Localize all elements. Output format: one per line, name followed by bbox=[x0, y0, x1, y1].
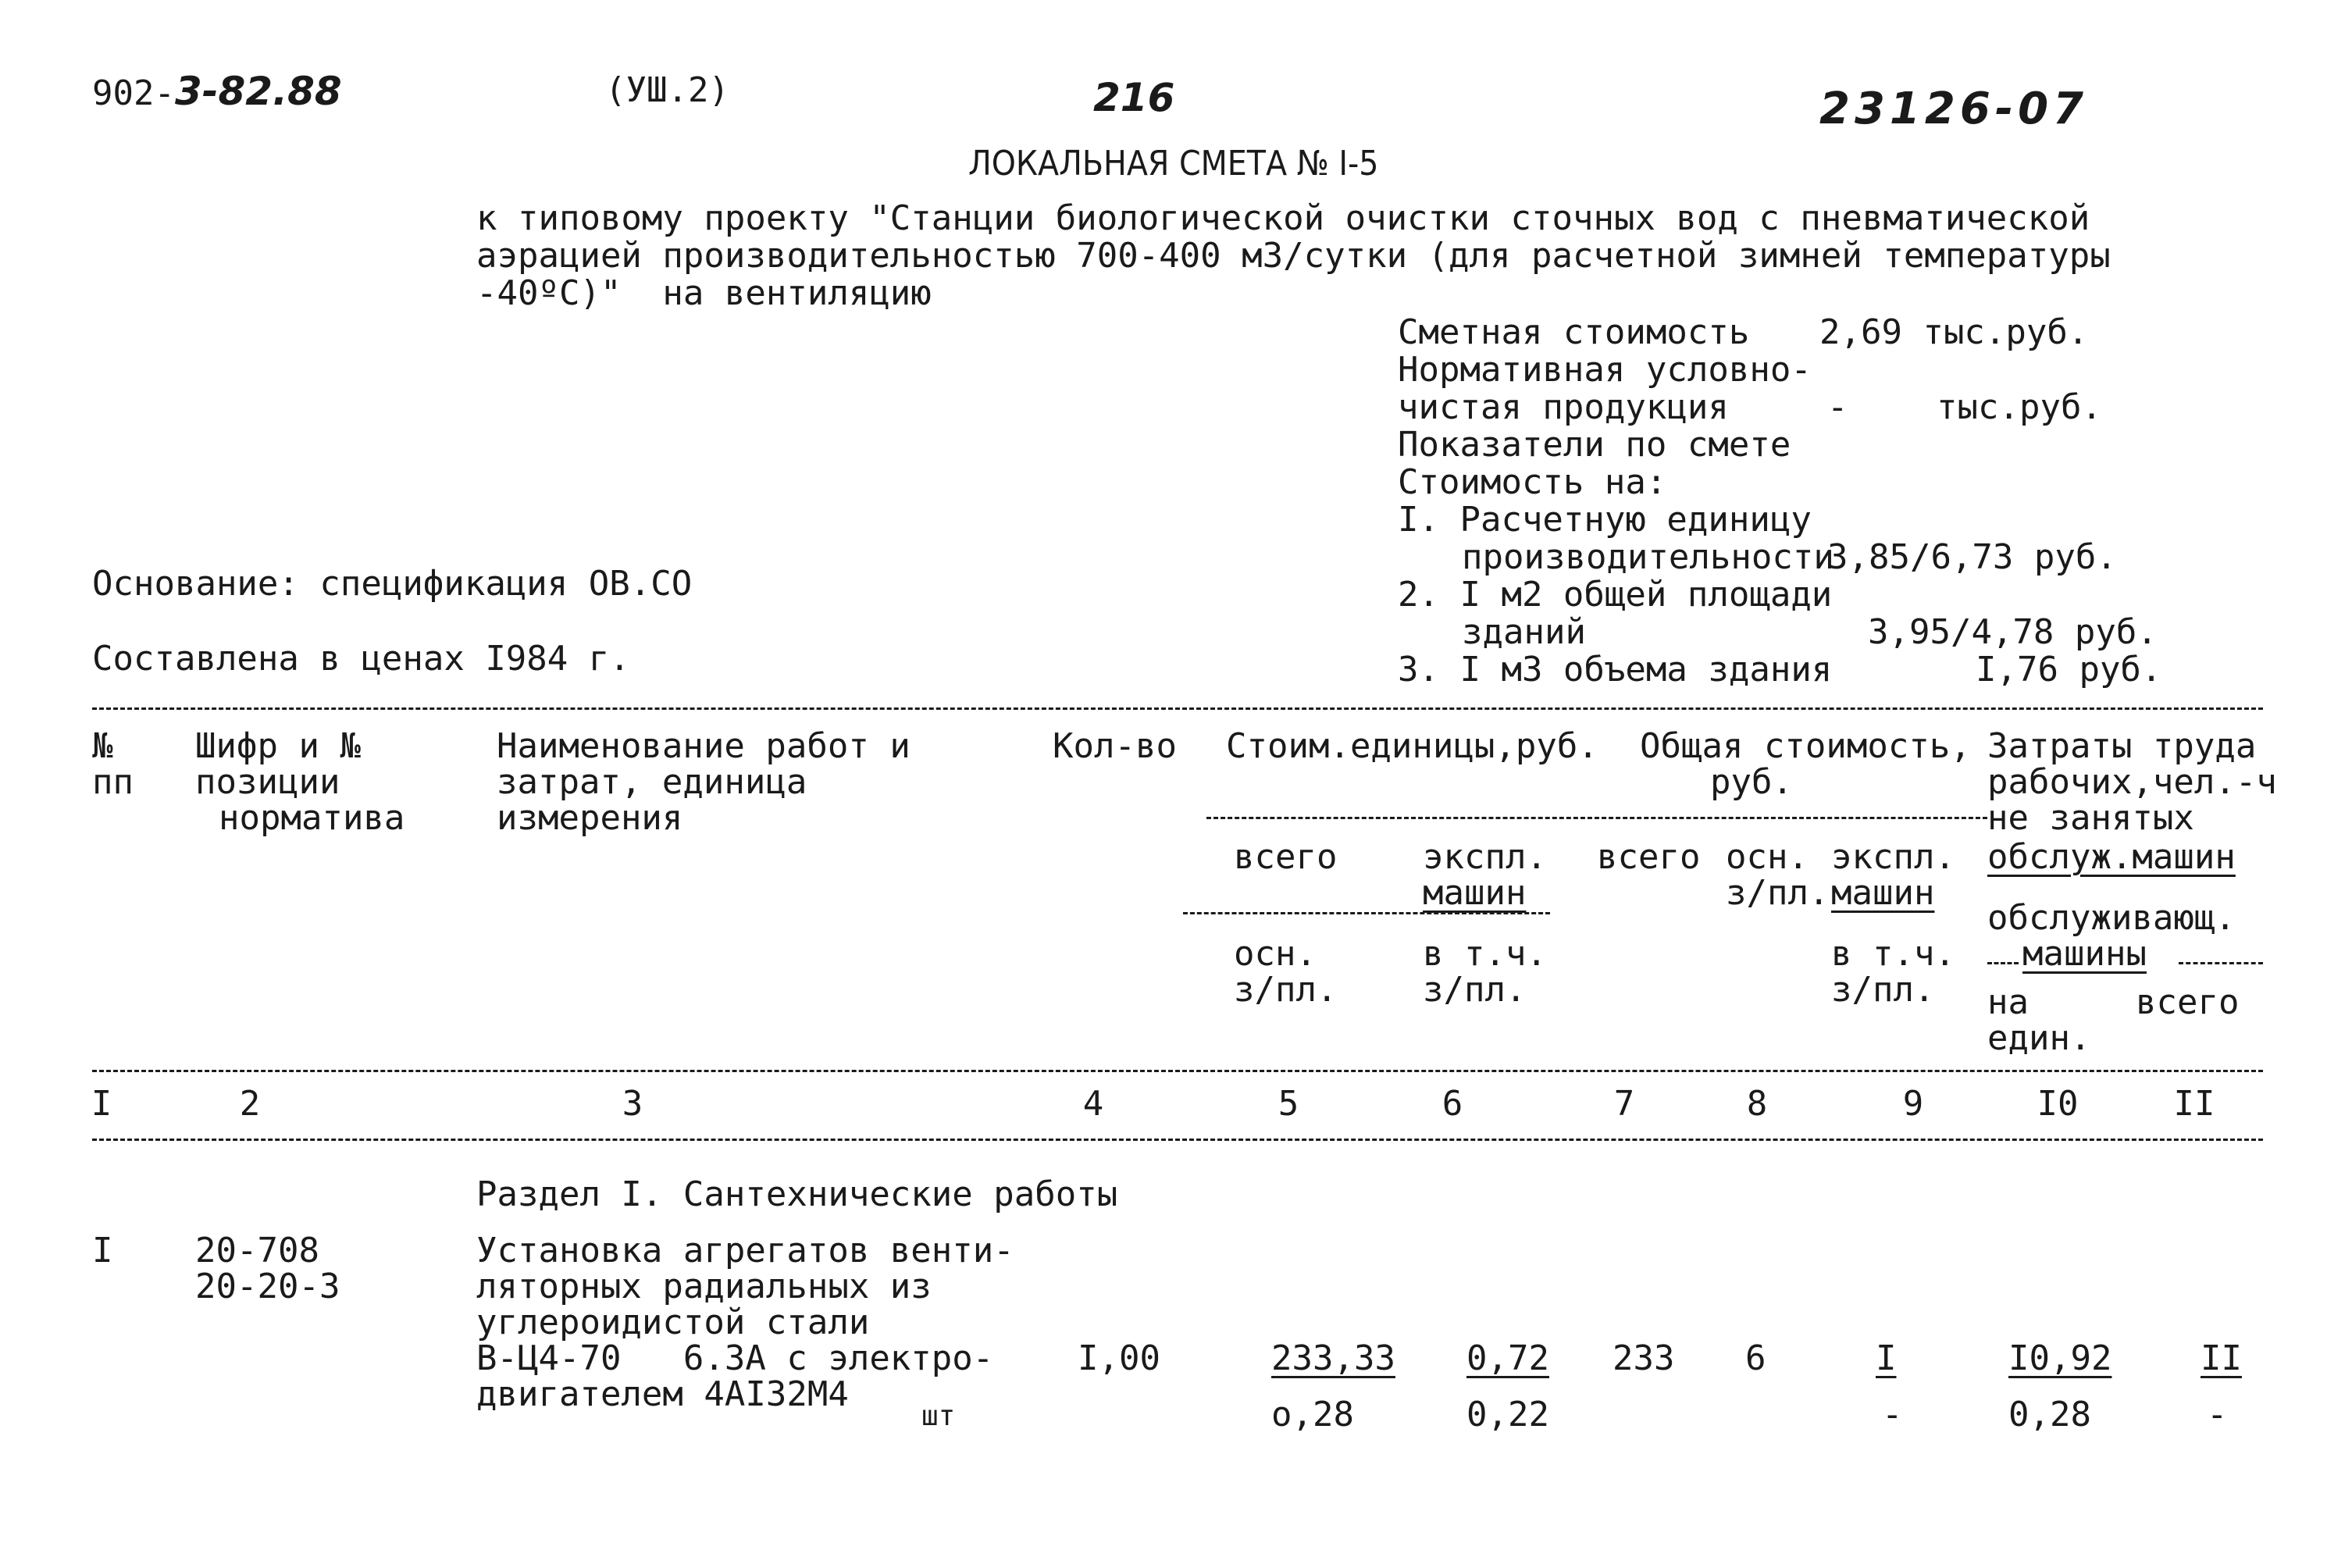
indicator-1-label-2: производительности bbox=[1462, 537, 1834, 577]
subtitle-line-3: -40ºС)" на вентиляцию bbox=[476, 273, 932, 313]
col-1-header-2: пп bbox=[92, 762, 134, 802]
col-9-header-top: экспл. bbox=[1831, 837, 1955, 877]
column-number: II bbox=[2173, 1084, 2215, 1124]
row-name-line: ляторных радиальных из bbox=[476, 1267, 932, 1306]
normative-unit: тыс.руб. bbox=[1937, 387, 2102, 427]
subtitle-line-2: аэрацией производительностью 700-400 м3/сутки (для расчетной зимней температуры bbox=[476, 236, 2111, 276]
row-name-line: В-Ц4-70 6.3А с электро- bbox=[476, 1338, 994, 1378]
col-6-header-bottom: в т.ч. bbox=[1423, 934, 1547, 974]
estimated-cost-value: 2,69 тыс.руб. bbox=[1819, 312, 2089, 352]
col-7-header: всего bbox=[1597, 837, 1701, 877]
labor-header: Затраты труда bbox=[1987, 726, 2257, 766]
col-10-11-header-mid: обслуживающ. bbox=[1987, 898, 2236, 938]
normative-label-1: Нормативная условно- bbox=[1398, 350, 1812, 390]
row-total-wage: 6 bbox=[1745, 1338, 1766, 1378]
labor-header-2: рабочих,чел.-ч bbox=[1987, 762, 2277, 802]
column-number: I0 bbox=[2037, 1084, 2079, 1124]
header-unit-cost-rule bbox=[1183, 912, 1550, 914]
doc-code: 902-3-82.88 bbox=[92, 69, 342, 114]
labor-header-3: не занятых bbox=[1987, 798, 2194, 838]
row-labor-total: II bbox=[2201, 1338, 2242, 1378]
col-9-header-bottom: в т.ч. bbox=[1831, 934, 1955, 974]
subtitle-line-1: к типовому проекту "Станции биологической очистки сточных вод с пневматической bbox=[476, 198, 2090, 238]
col-3-header: Наименование работ и bbox=[497, 726, 911, 766]
indicators-label: Показатели по смете bbox=[1398, 425, 1791, 465]
album-number: (УШ.2) bbox=[605, 70, 729, 110]
row-unit-cost-total: 233,33 bbox=[1271, 1338, 1395, 1378]
document-title: ЛОКАЛЬНАЯ СМЕТА № I-5 bbox=[968, 144, 1379, 184]
row-labor-total-service: - bbox=[2207, 1395, 2228, 1434]
row-quantity: I,00 bbox=[1078, 1338, 1160, 1378]
col-5-header-bottom-2: з/пл. bbox=[1234, 970, 1338, 1010]
row-unit-cost-wage: о,28 bbox=[1271, 1395, 1354, 1434]
row-machine-cost: 0,72 bbox=[1466, 1338, 1549, 1378]
col-5-header-top: всего bbox=[1234, 837, 1338, 877]
basis-text: Основание: спецификация ОВ.СО bbox=[92, 564, 693, 604]
col-3-header-3: измерения bbox=[497, 798, 683, 838]
row-labor-per-unit: I0,92 bbox=[2008, 1338, 2112, 1378]
normative-dash: - bbox=[1827, 387, 1848, 427]
unit-cost-header: Стоим.единицы,руб. bbox=[1226, 726, 1598, 766]
row-total-machine: I bbox=[1876, 1338, 1897, 1378]
row-code-2: 20-20-3 bbox=[195, 1267, 340, 1306]
header-bottom-rule bbox=[92, 1070, 2263, 1072]
indicator-1-label: I. Расчетную единицу bbox=[1398, 500, 1812, 540]
page-number: 216 bbox=[1093, 75, 1175, 120]
indicator-2-label-2: зданий bbox=[1462, 612, 1586, 652]
col-1-header: № bbox=[92, 726, 113, 766]
header-labor-rule-right bbox=[2179, 962, 2263, 964]
column-number: 4 bbox=[1082, 1084, 1104, 1124]
col-2-header: Шифр и № bbox=[195, 726, 361, 766]
column-number: 5 bbox=[1278, 1084, 1299, 1124]
col-11-header: всего bbox=[2136, 982, 2240, 1022]
archive-number: 23126-07 bbox=[1819, 84, 2088, 134]
row-name-line: Установка агрегатов венти- bbox=[476, 1231, 1014, 1270]
column-number: 7 bbox=[1613, 1084, 1635, 1124]
col-5-header-bottom: осн. bbox=[1234, 934, 1317, 974]
column-number: 2 bbox=[239, 1084, 261, 1124]
row-unit: шт bbox=[921, 1400, 956, 1432]
col-10-header: на bbox=[1987, 982, 2029, 1022]
indicator-2-label: 2. I м2 общей площади bbox=[1398, 575, 1833, 615]
col-8-header-2: з/пл. bbox=[1726, 873, 1830, 913]
indicator-2-value: 3,95/4,78 руб. bbox=[1868, 612, 2158, 652]
col-2-header-3: норматива bbox=[219, 798, 405, 838]
col-6-header-top-2: машин bbox=[1423, 873, 1527, 913]
normative-label-2: чистая продукция bbox=[1398, 387, 1729, 427]
column-number: 9 bbox=[1902, 1084, 1924, 1124]
cost-on-label: Стоимость на: bbox=[1398, 462, 1667, 502]
col-2-header-2: позиции bbox=[195, 762, 340, 802]
col-4-header: Кол-во bbox=[1053, 726, 1177, 766]
col-3-header-2: затрат, единица bbox=[497, 762, 807, 802]
row-name-line: двигателем 4АI32М4 bbox=[476, 1374, 849, 1414]
row-total-cost: 233 bbox=[1613, 1338, 1675, 1378]
col-9-header-bottom-2: з/пл. bbox=[1831, 970, 1935, 1010]
indicator-3-value: I,76 руб. bbox=[1976, 650, 2162, 690]
column-numbers-rule bbox=[92, 1139, 2263, 1141]
table-top-rule bbox=[92, 707, 2263, 710]
row-machine-wage: 0,22 bbox=[1466, 1395, 1549, 1434]
header-inner-rule bbox=[1206, 817, 1987, 819]
indicator-3-label: 3. I м3 объема здания bbox=[1398, 650, 1833, 690]
row-code: 20-708 bbox=[195, 1231, 319, 1270]
column-number: 3 bbox=[622, 1084, 643, 1124]
col-9-header-top-2: машин bbox=[1831, 873, 1935, 913]
col-10-11-header-top: обслуж.машин bbox=[1987, 837, 2236, 877]
header-labor-rule-left bbox=[1987, 962, 2019, 964]
total-cost-header-2: руб. bbox=[1710, 762, 1793, 802]
column-number: 8 bbox=[1746, 1084, 1768, 1124]
row-number: I bbox=[92, 1231, 113, 1270]
col-6-header-bottom-2: з/пл. bbox=[1423, 970, 1527, 1010]
prices-text: Составлена в ценах I984 г. bbox=[92, 639, 630, 679]
column-number: I bbox=[91, 1084, 112, 1124]
col-10-11-header-mid-2: машины bbox=[2022, 934, 2147, 974]
total-cost-header: Общая стоимость, bbox=[1640, 726, 1971, 766]
row-labor-per-unit-service: 0,28 bbox=[2008, 1395, 2091, 1434]
col-10-header-2: един. bbox=[1987, 1018, 2091, 1058]
section-title: Раздел I. Сантехнические работы bbox=[476, 1174, 1118, 1214]
row-name-line: углероидистой стали bbox=[476, 1303, 870, 1342]
column-number: 6 bbox=[1441, 1084, 1463, 1124]
row-total-machine-wage: - bbox=[1882, 1395, 1903, 1434]
col-6-header-top: экспл. bbox=[1423, 837, 1547, 877]
estimated-cost-label: Сметная стоимость bbox=[1398, 312, 1750, 352]
indicator-1-value: 3,85/6,73 руб. bbox=[1827, 537, 2117, 577]
col-8-header: осн. bbox=[1726, 837, 1809, 877]
